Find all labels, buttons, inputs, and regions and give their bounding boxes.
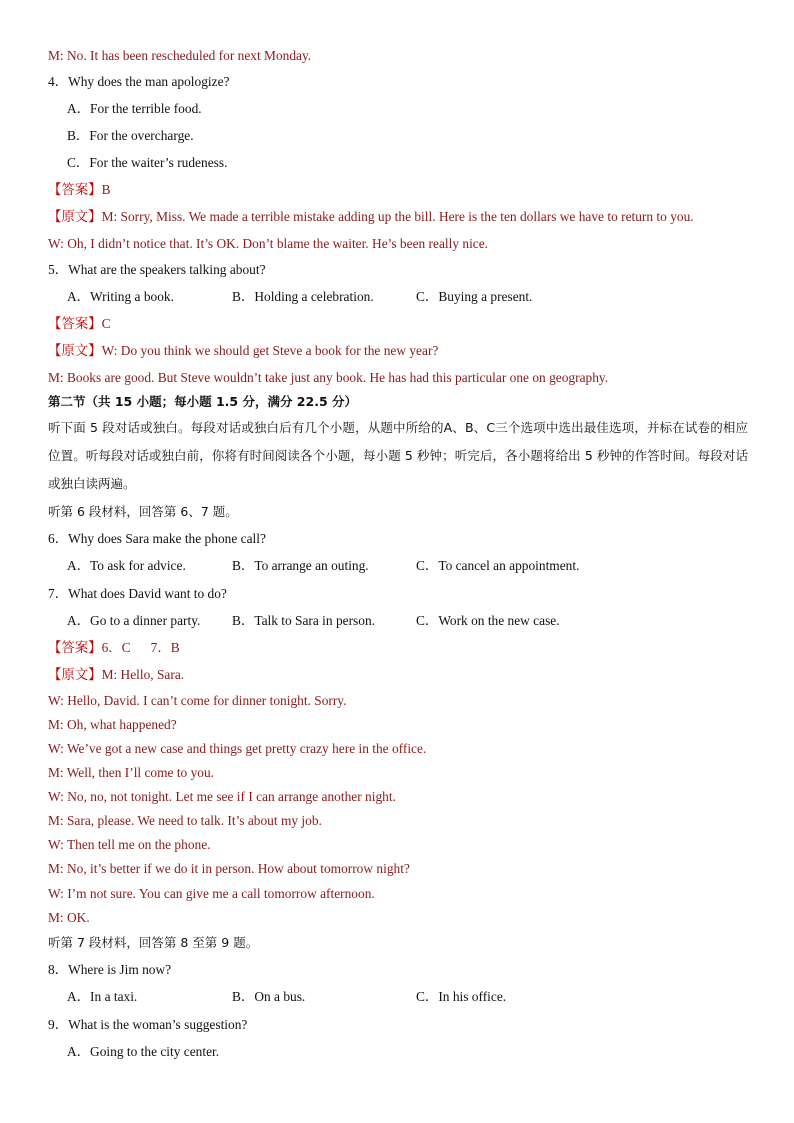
dialogue-line: M: No, it’s better if we do it in person. How about tomorrow night? [48, 861, 410, 876]
answer-5 [48, 316, 111, 332]
dialogue-line: M: Well, then I’ll come to you. [48, 765, 215, 780]
transcript-text: M: Sorry, Miss. We made a terrible mistake adding up the bill. Here is the ten dollars we have to return to you. [101, 209, 694, 224]
option-7b: B．Talk to Sara in person. [232, 613, 375, 628]
transcript-tag: 【原文】 [48, 343, 102, 358]
dialogue-line: M: Books are good. But Steve wouldn’t take just any book. He has had this particular one on geography. [48, 370, 609, 385]
dialogue-line: M: Oh, what happened? [48, 717, 177, 732]
question-7: 7．What does David want to do? [48, 586, 227, 601]
question-5: 5．What are the speakers talking about? [48, 262, 266, 277]
section-heading: 第二节（共 15 小题；每小题 1.5 分，满分 22.5 分） [48, 394, 357, 409]
answer-value: C [101, 316, 111, 331]
dialogue-line: M: OK. [48, 910, 90, 925]
answer-4 [48, 182, 111, 198]
dialogue-line: W: Oh, I didn’t notice that. It’s OK. Don’t blame the waiter. He’s been really nice. [48, 236, 489, 251]
answer-value: 6．C 7．B [101, 640, 180, 655]
option-7c: C．Work on the new case. [416, 613, 560, 628]
option-8a: A．In a taxi. [67, 989, 138, 1004]
option-7a: A．Go to a dinner party. [67, 613, 201, 628]
section-instructions: 听下面 5 段对话或独白。每段对话或独白后有几个小题，从题中所给的A、B、C三个选项中选出最佳选项，并标在试卷的相应位置。听每段对话或独白前，你将有时间阅读各个小题，每小题 5 秒钟；听完后，各小题将给出 5 秒钟的作答时间。每段对话或独白读两遍。 [48, 420, 748, 491]
option-5b: B．Holding a celebration. [232, 289, 374, 304]
option-5a: A．Writing a book. [67, 289, 174, 304]
question-6: 6．Why does Sara make the phone call? [48, 531, 266, 546]
dialogue-line: W: Hello, David. I can’t come for dinner tonight. Sorry. [48, 693, 347, 708]
answer-tag: 【答案】 [48, 182, 102, 197]
dialogue-line: W: We’ve got a new case and things get pretty crazy here in the office. [48, 741, 427, 756]
option-8b: B．On a bus. [232, 989, 306, 1004]
option-9a: A．Going to the city center. [67, 1044, 220, 1059]
option-4c: C．For the waiter’s rudeness. [67, 155, 228, 170]
answer-value: B [101, 182, 111, 197]
option-8c: C．In his office. [416, 989, 507, 1004]
dialogue-line: W: Then tell me on the phone. [48, 837, 211, 852]
answer-6-7 [48, 640, 180, 656]
option-6a: A．To ask for advice. [67, 558, 186, 573]
dialogue-line: M: No. It has been rescheduled for next Monday. [48, 48, 312, 63]
transcript-tag: 【原文】 [48, 667, 102, 682]
option-4a: A．For the terrible food. [67, 101, 202, 116]
option-6c: C．To cancel an appointment. [416, 558, 580, 573]
option-5c: C．Buying a present. [416, 289, 533, 304]
dialogue-line: W: No, no, not tonight. Let me see if I can arrange another night. [48, 789, 396, 804]
answer-tag: 【答案】 [48, 640, 102, 655]
passage-intro-7: 听第 7 段材料，回答第 8 至第 9 题。 [48, 935, 259, 950]
question-8: 8．Where is Jim now? [48, 962, 172, 977]
transcript-tag: 【原文】 [48, 209, 102, 224]
option-6b: B．To arrange an outing. [232, 558, 369, 573]
passage-intro-6: 听第 6 段材料，回答第 6、7 题。 [48, 504, 238, 519]
answer-tag: 【答案】 [48, 316, 102, 331]
transcript-text: W: Do you think we should get Steve a book for the new year? [101, 343, 439, 358]
transcript-5 [48, 343, 438, 359]
transcript-6-7 [48, 667, 184, 683]
question-9: 9．What is the woman’s suggestion? [48, 1017, 248, 1032]
option-4b: B．For the overcharge. [67, 128, 194, 143]
transcript-4 [48, 209, 694, 225]
dialogue-line: W: I’m not sure. You can give me a call tomorrow afternoon. [48, 886, 375, 901]
dialogue-line: M: Sara, please. We need to talk. It’s about my job. [48, 813, 322, 828]
question-4: 4．Why does the man apologize? [48, 74, 230, 89]
transcript-text: M: Hello, Sara. [101, 667, 185, 682]
